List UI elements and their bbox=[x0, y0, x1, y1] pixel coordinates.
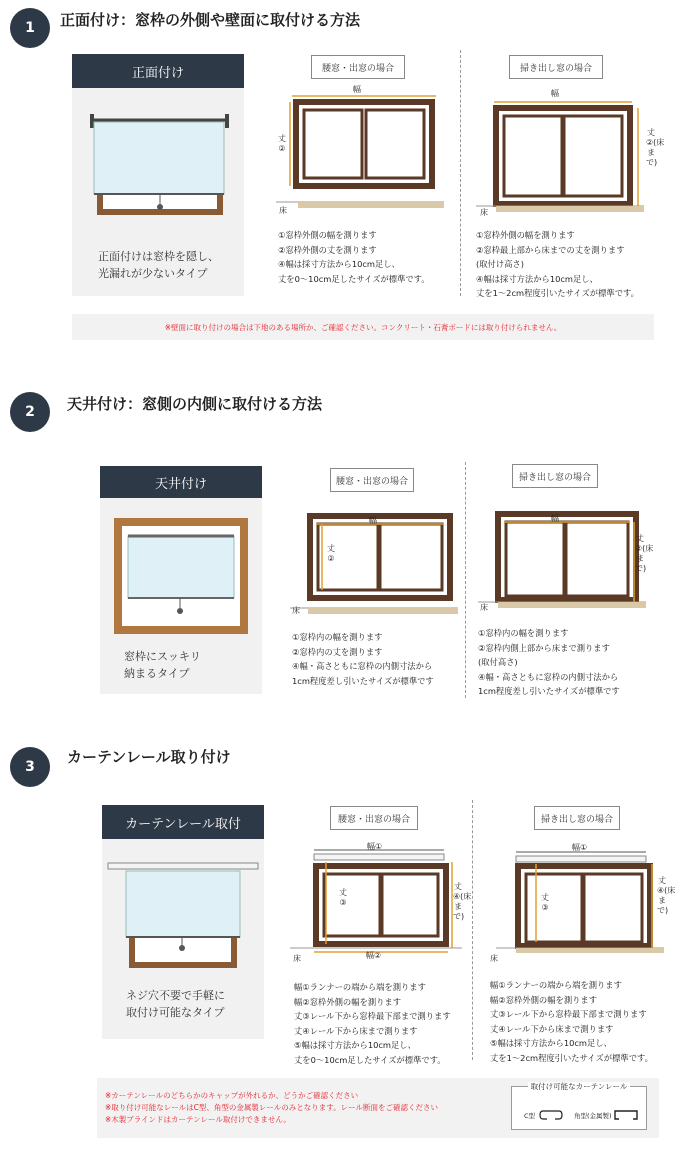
height-label: 丈② bbox=[278, 134, 286, 153]
section-3-title: カーテンレール取り付け bbox=[67, 748, 231, 766]
panel-description: 正面付けは窓枠を隠し、 光漏れが少ないタイプ bbox=[98, 250, 219, 280]
c-rail-icon bbox=[539, 1110, 563, 1120]
width-1-label: 幅① bbox=[572, 843, 588, 852]
floor-label: 床 bbox=[293, 954, 301, 963]
instructions-sweep-window: 幅①ランナーの端から端を測ります 幅②窓枠外側の幅を測ります 丈③レール下から窓枠最下部まで測ります 丈④レール下から床まで測ります ⑤幅は採寸方法から10cm足し、 丈を1〜2cm程度引いたサイズが標準です。 bbox=[490, 980, 653, 1063]
column-separator bbox=[460, 50, 461, 296]
panel-label-band: 天井付け bbox=[100, 466, 262, 498]
floor-label: 床 bbox=[279, 206, 287, 215]
column-separator bbox=[472, 800, 473, 1060]
floor-label: 床 bbox=[480, 208, 488, 217]
width-label: 幅 bbox=[551, 89, 559, 98]
floor-label: 床 bbox=[480, 603, 488, 612]
floor-label: 床 bbox=[292, 606, 300, 615]
diagram-waist-window-rail bbox=[290, 846, 470, 966]
tag-waist-window: 腰窓・出窓の場合 bbox=[311, 55, 405, 79]
tag-sweep-window: 掃き出し窓の場合 bbox=[512, 464, 598, 488]
diagram-sweep-window-inside bbox=[478, 504, 654, 614]
section-1-panel bbox=[72, 54, 244, 296]
tag-sweep-window: 掃き出し窓の場合 bbox=[534, 806, 620, 830]
height-3-label: 丈③ bbox=[339, 888, 347, 907]
square-rail-icon bbox=[614, 1110, 638, 1120]
instructions-waist-window: 幅①ランナーの端から端を測ります 幅②窓枠外側の幅を測ります 丈③レール下から窓枠最下部まで測ります 丈④レール下から床まで測ります ⑤幅は採寸方法から10cm足し、 丈を0〜10cm足したサイズが標準です。 bbox=[294, 982, 451, 1065]
width-label: 幅 bbox=[551, 514, 559, 523]
height-4-label: 丈④(床まで) bbox=[657, 876, 676, 915]
instructions-waist-window: ①窓枠内の幅を測ります ②窓枠内の丈を測ります ④幅・高さともに窓枠の内側寸法から 1cm程度差し引いたサイズが標準です bbox=[292, 632, 434, 686]
rail-type-title-wrap bbox=[512, 1081, 646, 1092]
c-type-label: C型 bbox=[524, 1112, 536, 1120]
column-separator bbox=[465, 462, 466, 698]
section-2-title: 天井付け：窓側の内側に取付ける方法 bbox=[67, 395, 323, 413]
section-1-note: ※壁面に取り付けの場合は下地のある場所か、ご確認ください。コンクリート・石膏ボードには取り付けられません。 bbox=[72, 314, 654, 340]
instructions-sweep-window: ①窓枠外側の幅を測ります ②窓枠最上部から床までの丈を測ります (取付け高さ) ④幅は採寸方法から10cm足し、 丈を1〜2cm程度引いたサイズが標準です。 bbox=[476, 230, 639, 298]
section-3-notes-box bbox=[97, 1078, 659, 1138]
tag-sweep-window: 掃き出し窓の場合 bbox=[509, 55, 603, 79]
width-2-label: 幅② bbox=[366, 951, 382, 960]
panel-label-band: 正面付け bbox=[72, 54, 244, 88]
section-3-panel bbox=[102, 805, 264, 1039]
instructions-waist-window: ①窓枠外側の幅を測ります ②窓枠外側の丈を測ります ④幅は採寸方法から10cm足し、 丈を0〜10cm足したサイズが標準です。 bbox=[278, 230, 430, 284]
floor-label: 床 bbox=[490, 954, 498, 963]
section-1-title: 正面付け：窓枠の外側や壁面に取付ける方法 bbox=[60, 11, 361, 29]
height-label: 丈② bbox=[327, 544, 335, 563]
width-label: 幅 bbox=[353, 85, 361, 94]
panel-label-band: カーテンレール取付 bbox=[102, 805, 264, 839]
instructions-sweep-window: ①窓枠内の幅を測ります ②窓枠内側上部から床まで測ります (取付高さ) ④幅・高さともに窓枠の内側寸法から 1cm程度差し引いたサイズが標準です bbox=[478, 628, 620, 696]
height-4-label: 丈④(床まで) bbox=[453, 882, 472, 921]
rail-type-box bbox=[511, 1082, 647, 1130]
panel-description: 窓枠にスッキリ 納まるタイプ bbox=[124, 650, 201, 680]
section-3-notes: ※カーテンレールのどちらかのキャップが外れるか、どうかご確認ください ※取り付け可能なレールはC型、角型の金属製レールのみとなります。レール断面をご確認ください ※木製ブラインドはカーテンレール取付けできません。 bbox=[105, 1091, 438, 1124]
width-1-label: 幅① bbox=[367, 842, 383, 851]
tag-waist-window: 腰窓・出窓の場合 bbox=[330, 468, 414, 492]
section-2-number: 2 bbox=[10, 392, 50, 432]
section-3-number: 3 bbox=[10, 747, 50, 787]
section-2-panel bbox=[100, 466, 262, 694]
height-label-floor: 丈②(床まで) bbox=[635, 534, 654, 573]
section-1-number: 1 bbox=[10, 8, 50, 48]
rail-type-title: 取付け可能なカーテンレール bbox=[528, 1082, 631, 1091]
width-label: 幅 bbox=[369, 516, 377, 525]
height-label-floor: 丈②(床まで) bbox=[646, 128, 665, 167]
panel-description: ネジ穴不要で手軽に 取付け可能なタイプ bbox=[126, 989, 225, 1019]
diagram-waist-window-outside bbox=[276, 80, 446, 210]
diagram-sweep-window-outside bbox=[476, 94, 646, 214]
tag-waist-window: 腰窓・出窓の場合 bbox=[330, 806, 418, 830]
height-3-label: 丈③ bbox=[541, 893, 549, 912]
square-type-label: 角型(金属製) bbox=[574, 1112, 612, 1120]
